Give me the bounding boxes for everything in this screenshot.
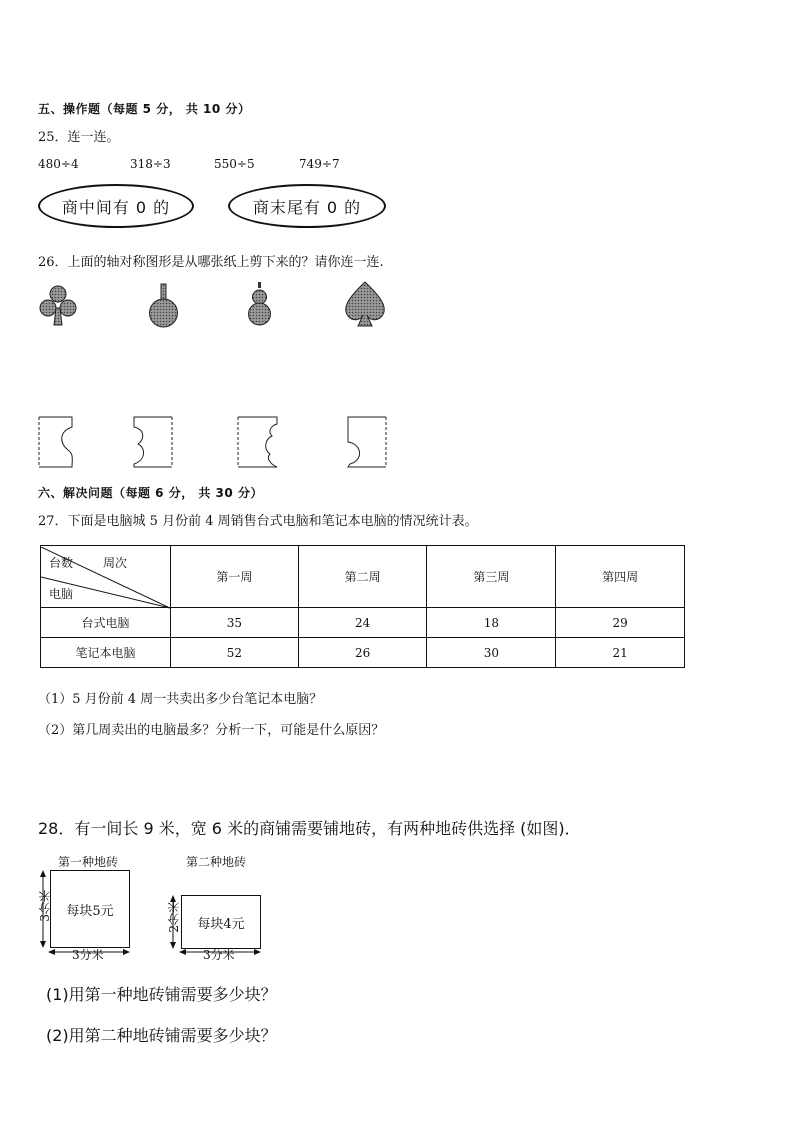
row-label-desktop: 台式电脑: [41, 608, 171, 638]
tile1-price: 每块5元: [66, 903, 114, 919]
tile2-bottom-label: 3分米: [203, 948, 235, 962]
flask-shape-icon[interactable]: [150, 284, 178, 327]
laptop-week-3: 30: [427, 638, 556, 668]
row-label-laptop: 笔记本电脑: [41, 638, 171, 668]
q26-shapes: [30, 278, 410, 338]
paper-option-3[interactable]: [238, 417, 277, 467]
corner-label-computer: 电脑: [49, 586, 74, 601]
q28-stem: 28．有一间长 9 米，宽 6 米的商铺需要铺地砖，有两种地砖供选择 (如图)．: [38, 819, 581, 838]
q27-stem: 27．下面是电脑城 5 月份前 4 周销售台式电脑和笔记本电脑的情况统计表。: [38, 514, 478, 529]
q26-stem: 26．上面的轴对称图形是从哪张纸上剪下来的？请你连一连.: [38, 255, 384, 270]
tile2-side-label: 2分米: [167, 901, 181, 933]
tile2-price: 每块4元: [197, 916, 245, 932]
club-shape-icon[interactable]: [40, 286, 76, 325]
q25-expression-3: 550÷5: [214, 157, 255, 171]
q28-sub-2: (2)用第二种地砖铺需要多少块？: [46, 1026, 277, 1045]
sales-table: [40, 545, 685, 668]
desktop-week-2: 24: [298, 608, 427, 638]
tile2-caption: 第二种地砖: [186, 855, 247, 869]
tile1-bottom-label: 3分米: [72, 948, 104, 962]
laptop-week-1: 52: [171, 638, 299, 668]
laptop-week-2: 26: [298, 638, 427, 668]
table-row: [41, 608, 685, 638]
q25-expression-2: 318÷3: [130, 157, 171, 171]
q26-paper-options: [30, 412, 400, 472]
desktop-week-1: 35: [171, 608, 299, 638]
q27-sub-1: （1）5 月份前 4 周一共卖出多少台笔记本电脑？: [38, 692, 323, 707]
gourd-shape-icon[interactable]: [249, 282, 271, 325]
ellipse-zero-middle[interactable]: 商中间有 0 的: [38, 184, 194, 228]
corner-label-week: 周次: [103, 555, 128, 570]
table-row: [41, 638, 685, 668]
paper-option-4[interactable]: [348, 417, 386, 467]
table-corner-cell: [41, 546, 171, 608]
section-6-title: 六、解决问题（每题 6 分， 共 30 分）: [38, 486, 263, 500]
table-header-row: [41, 546, 685, 608]
header-week-4: 第四周: [556, 546, 685, 608]
tile1-side-label: 3分米: [38, 890, 52, 922]
q25-stem: 25．连一连。: [38, 130, 120, 145]
header-week-3: 第三周: [427, 546, 556, 608]
desktop-week-3: 18: [427, 608, 556, 638]
q25-expression-1: 480÷4: [38, 157, 79, 171]
spade-shape-icon[interactable]: [346, 282, 385, 326]
desktop-week-4: 29: [556, 608, 685, 638]
paper-option-2[interactable]: [134, 417, 172, 467]
corner-label-units: 台数: [49, 555, 74, 570]
tile1-caption: 第一种地砖: [58, 855, 119, 869]
laptop-week-4: 21: [556, 638, 685, 668]
section-5-title: 五、操作题（每题 5 分， 共 10 分）: [38, 102, 251, 116]
header-week-1: 第一周: [171, 546, 299, 608]
header-week-2: 第二周: [298, 546, 427, 608]
q27-sub-2: （2）第几周卖出的电脑最多？分析一下，可能是什么原因？: [38, 723, 385, 738]
ellipse-zero-end[interactable]: 商末尾有 0 的: [228, 184, 386, 228]
paper-option-1[interactable]: [39, 417, 72, 467]
q28-sub-1: (1)用第一种地砖铺需要多少块？: [46, 985, 277, 1004]
q25-expression-4: 749÷7: [299, 157, 340, 171]
